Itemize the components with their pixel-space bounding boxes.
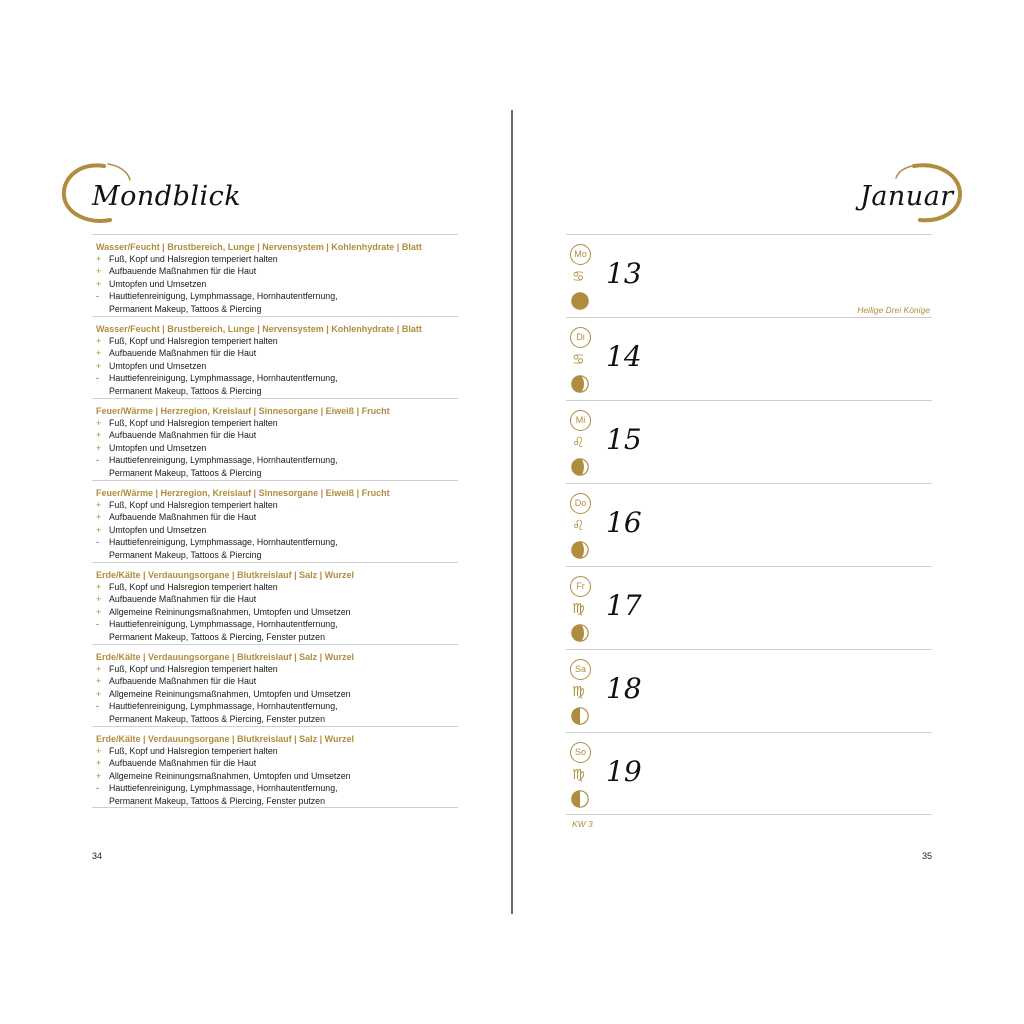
entry-line xyxy=(92,663,458,675)
entry-line-text: Aufbauende Maßnahmen für die Haut xyxy=(109,512,257,523)
entry-heading: Wasser/Feucht | Brustbereich, Lunge | Nervensystem | Kohlenhydrate | Blatt xyxy=(96,242,422,252)
plus-icon: + xyxy=(96,336,102,346)
day-number: 15 xyxy=(606,423,642,456)
plus-icon: + xyxy=(96,512,102,523)
entry-line xyxy=(92,278,458,290)
entry-line xyxy=(92,303,458,315)
page-title-left: Mondblick xyxy=(92,181,242,212)
moon-phase-icon xyxy=(571,790,589,808)
entry-line-text: Hauttiefenreinigung, Lymphmassage, Hornhautentfernung, xyxy=(109,537,338,548)
entry-line xyxy=(92,770,458,782)
minus-icon: - xyxy=(96,291,99,302)
day-number: 18 xyxy=(606,672,642,705)
day-row xyxy=(566,234,932,317)
day-number: 13 xyxy=(606,257,642,290)
plus-icon: + xyxy=(96,442,102,453)
entry-line-text: Fuß, Kopf und Halsregion temperiert halten xyxy=(109,418,278,428)
page-title-right: Januar xyxy=(860,181,954,212)
entry-line-text: Hauttiefenreinigung, Lymphmassage, Hornhautentfernung, xyxy=(109,701,338,712)
entry-line xyxy=(92,593,458,605)
entry-line xyxy=(92,618,458,630)
day-number: 17 xyxy=(606,589,642,622)
entry-line xyxy=(92,795,458,807)
entry-line-text: Hauttiefenreinigung, Lymphmassage, Hornhautentfernung, xyxy=(109,455,338,466)
minus-icon: - xyxy=(96,537,99,548)
entry-line-text: Aufbauende Maßnahmen für die Haut xyxy=(109,758,257,769)
minus-icon: - xyxy=(96,373,99,384)
weekday-badge: Sa xyxy=(570,659,591,680)
entry-line xyxy=(92,335,458,347)
moon-phase-icon xyxy=(571,707,589,725)
entry-heading: Erde/Kälte | Verdauungsorgane | Blutkreislauf | Salz | Wurzel xyxy=(96,570,354,580)
entry-line xyxy=(92,631,458,643)
moon-phase-icon xyxy=(571,624,589,642)
entry-line xyxy=(92,700,458,712)
moon-entry xyxy=(92,562,458,644)
entry-line xyxy=(92,536,458,548)
entry-line-text: Allgemeine Reininungsmaßnahmen, Umtopfen und Umsetzen xyxy=(109,606,351,617)
moon-phase-icon xyxy=(571,541,589,559)
plus-icon: + xyxy=(96,688,102,699)
day-row xyxy=(566,483,932,566)
entry-line xyxy=(92,713,458,725)
plus-icon: + xyxy=(96,676,102,687)
leo-icon: ♌ xyxy=(572,518,585,534)
entry-line-text: Fuß, Kopf und Halsregion temperiert halten xyxy=(109,254,278,264)
plus-icon: + xyxy=(96,524,102,535)
moon-phase-icon xyxy=(571,375,589,393)
plus-icon: + xyxy=(96,770,102,781)
moon-entry xyxy=(92,234,458,316)
moon-entry xyxy=(92,480,458,562)
calendar-week-label: KW 3 xyxy=(572,819,593,829)
plus-icon: + xyxy=(96,594,102,605)
entry-line xyxy=(92,290,458,302)
entry-line-text: Permanent Makeup, Tattoos & Piercing xyxy=(109,385,262,396)
page-number-right: 35 xyxy=(922,851,933,861)
moon-entry xyxy=(92,398,458,480)
plus-icon: + xyxy=(96,500,102,510)
page-number-left: 34 xyxy=(92,851,103,861)
entry-line xyxy=(92,454,458,466)
weekday-badge: Mo xyxy=(570,244,591,265)
entry-line xyxy=(92,511,458,523)
plus-icon: + xyxy=(96,664,102,674)
minus-icon: - xyxy=(96,619,99,630)
entry-line xyxy=(92,745,458,757)
entry-heading: Erde/Kälte | Verdauungsorgane | Blutkreislauf | Salz | Wurzel xyxy=(96,734,354,744)
entry-line xyxy=(92,467,458,479)
entry-line xyxy=(92,417,458,429)
entry-line-text: Hauttiefenreinigung, Lymphmassage, Hornhautentfernung, xyxy=(109,783,338,794)
day-row xyxy=(566,732,932,815)
weekday-badge: Mi xyxy=(570,410,591,431)
weekday-badge: Do xyxy=(570,493,591,514)
entry-line xyxy=(92,757,458,769)
weekday-badge: Di xyxy=(570,327,591,348)
leo-icon: ♌ xyxy=(572,435,585,451)
entry-line xyxy=(92,385,458,397)
entry-line-text: Umtopfen und Umsetzen xyxy=(109,278,207,289)
entry-line-text: Fuß, Kopf und Halsregion temperiert halten xyxy=(109,500,278,510)
entry-line-text: Umtopfen und Umsetzen xyxy=(109,442,207,453)
book-spine xyxy=(511,110,513,914)
entry-line-text: Aufbauende Maßnahmen für die Haut xyxy=(109,430,257,441)
entry-line-text: Umtopfen und Umsetzen xyxy=(109,360,207,371)
cancer-icon: ♋ xyxy=(572,352,585,368)
plus-icon: + xyxy=(96,606,102,617)
entry-line xyxy=(92,265,458,277)
entry-heading: Feuer/Wärme | Herzregion, Kreislauf | Sinnesorgane | Eiweiß | Frucht xyxy=(96,406,390,416)
cancer-icon: ♋ xyxy=(572,269,585,285)
weekday-badge: Fr xyxy=(570,576,591,597)
plus-icon: + xyxy=(96,746,102,756)
moon-entry xyxy=(92,644,458,726)
entry-line-text: Fuß, Kopf und Halsregion temperiert halten xyxy=(109,336,278,346)
weekday-badge: So xyxy=(570,742,591,763)
entry-line xyxy=(92,499,458,511)
entry-heading: Erde/Kälte | Verdauungsorgane | Blutkreislauf | Salz | Wurzel xyxy=(96,652,354,662)
moon-guide-list xyxy=(92,234,458,808)
entry-heading: Feuer/Wärme | Herzregion, Kreislauf | Sinnesorgane | Eiweiß | Frucht xyxy=(96,488,390,498)
plus-icon: + xyxy=(96,582,102,592)
day-row xyxy=(566,400,932,483)
entry-line-text: Fuß, Kopf und Halsregion temperiert halten xyxy=(109,664,278,674)
entry-line-text: Permanent Makeup, Tattoos & Piercing, Fenster putzen xyxy=(109,795,325,806)
entry-line-text: Umtopfen und Umsetzen xyxy=(109,524,207,535)
entry-line xyxy=(92,524,458,536)
holiday-label: Heilige Drei Könige xyxy=(857,305,930,315)
day-number: 19 xyxy=(606,755,642,788)
entry-line-text: Hauttiefenreinigung, Lymphmassage, Hornhautentfernung, xyxy=(109,291,338,302)
day-number: 16 xyxy=(606,506,642,539)
day-number: 14 xyxy=(606,340,642,373)
entry-line-text: Aufbauende Maßnahmen für die Haut xyxy=(109,676,257,687)
entry-line-text: Permanent Makeup, Tattoos & Piercing, Fenster putzen xyxy=(109,631,325,642)
virgo-icon: ♍ xyxy=(572,684,585,700)
minus-icon: - xyxy=(96,701,99,712)
entry-line xyxy=(92,347,458,359)
entry-line xyxy=(92,688,458,700)
virgo-icon: ♍ xyxy=(572,601,585,617)
day-row xyxy=(566,566,932,649)
entry-line-text: Permanent Makeup, Tattoos & Piercing xyxy=(109,549,262,560)
entry-line-text: Allgemeine Reininungsmaßnahmen, Umtopfen und Umsetzen xyxy=(109,770,351,781)
entry-line xyxy=(92,606,458,618)
entry-line xyxy=(92,429,458,441)
entry-heading: Wasser/Feucht | Brustbereich, Lunge | Nervensystem | Kohlenhydrate | Blatt xyxy=(96,324,422,334)
moon-entry xyxy=(92,726,458,808)
entry-line-text: Permanent Makeup, Tattoos & Piercing xyxy=(109,467,262,478)
moon-phase-icon xyxy=(571,292,589,310)
plus-icon: + xyxy=(96,418,102,428)
entry-line xyxy=(92,581,458,593)
plus-icon: + xyxy=(96,348,102,359)
entry-line-text: Fuß, Kopf und Halsregion temperiert halten xyxy=(109,746,278,756)
plus-icon: + xyxy=(96,278,102,289)
plus-icon: + xyxy=(96,254,102,264)
minus-icon: - xyxy=(96,455,99,466)
plus-icon: + xyxy=(96,758,102,769)
minus-icon: - xyxy=(96,783,99,794)
entry-line xyxy=(92,442,458,454)
moon-entry xyxy=(92,316,458,398)
entry-line-text: Permanent Makeup, Tattoos & Piercing xyxy=(109,303,262,314)
entry-line xyxy=(92,372,458,384)
plus-icon: + xyxy=(96,360,102,371)
day-row xyxy=(566,649,932,732)
entry-line xyxy=(92,253,458,265)
entry-line-text: Aufbauende Maßnahmen für die Haut xyxy=(109,348,257,359)
plus-icon: + xyxy=(96,266,102,277)
entry-line xyxy=(92,675,458,687)
day-row xyxy=(566,317,932,400)
entry-line-text: Fuß, Kopf und Halsregion temperiert halten xyxy=(109,582,278,592)
entry-line-text: Hauttiefenreinigung, Lymphmassage, Hornhautentfernung, xyxy=(109,619,338,630)
virgo-icon: ♍ xyxy=(572,767,585,783)
entry-line xyxy=(92,782,458,794)
entry-line-text: Aufbauende Maßnahmen für die Haut xyxy=(109,266,257,277)
moon-phase-icon xyxy=(571,458,589,476)
entry-line xyxy=(92,549,458,561)
entry-line-text: Allgemeine Reininungsmaßnahmen, Umtopfen und Umsetzen xyxy=(109,688,351,699)
plus-icon: + xyxy=(96,430,102,441)
entry-line xyxy=(92,360,458,372)
day-planner xyxy=(566,234,932,815)
entry-line-text: Hauttiefenreinigung, Lymphmassage, Hornhautentfernung, xyxy=(109,373,338,384)
entry-line-text: Permanent Makeup, Tattoos & Piercing, Fenster putzen xyxy=(109,713,325,724)
entry-line-text: Aufbauende Maßnahmen für die Haut xyxy=(109,594,257,605)
